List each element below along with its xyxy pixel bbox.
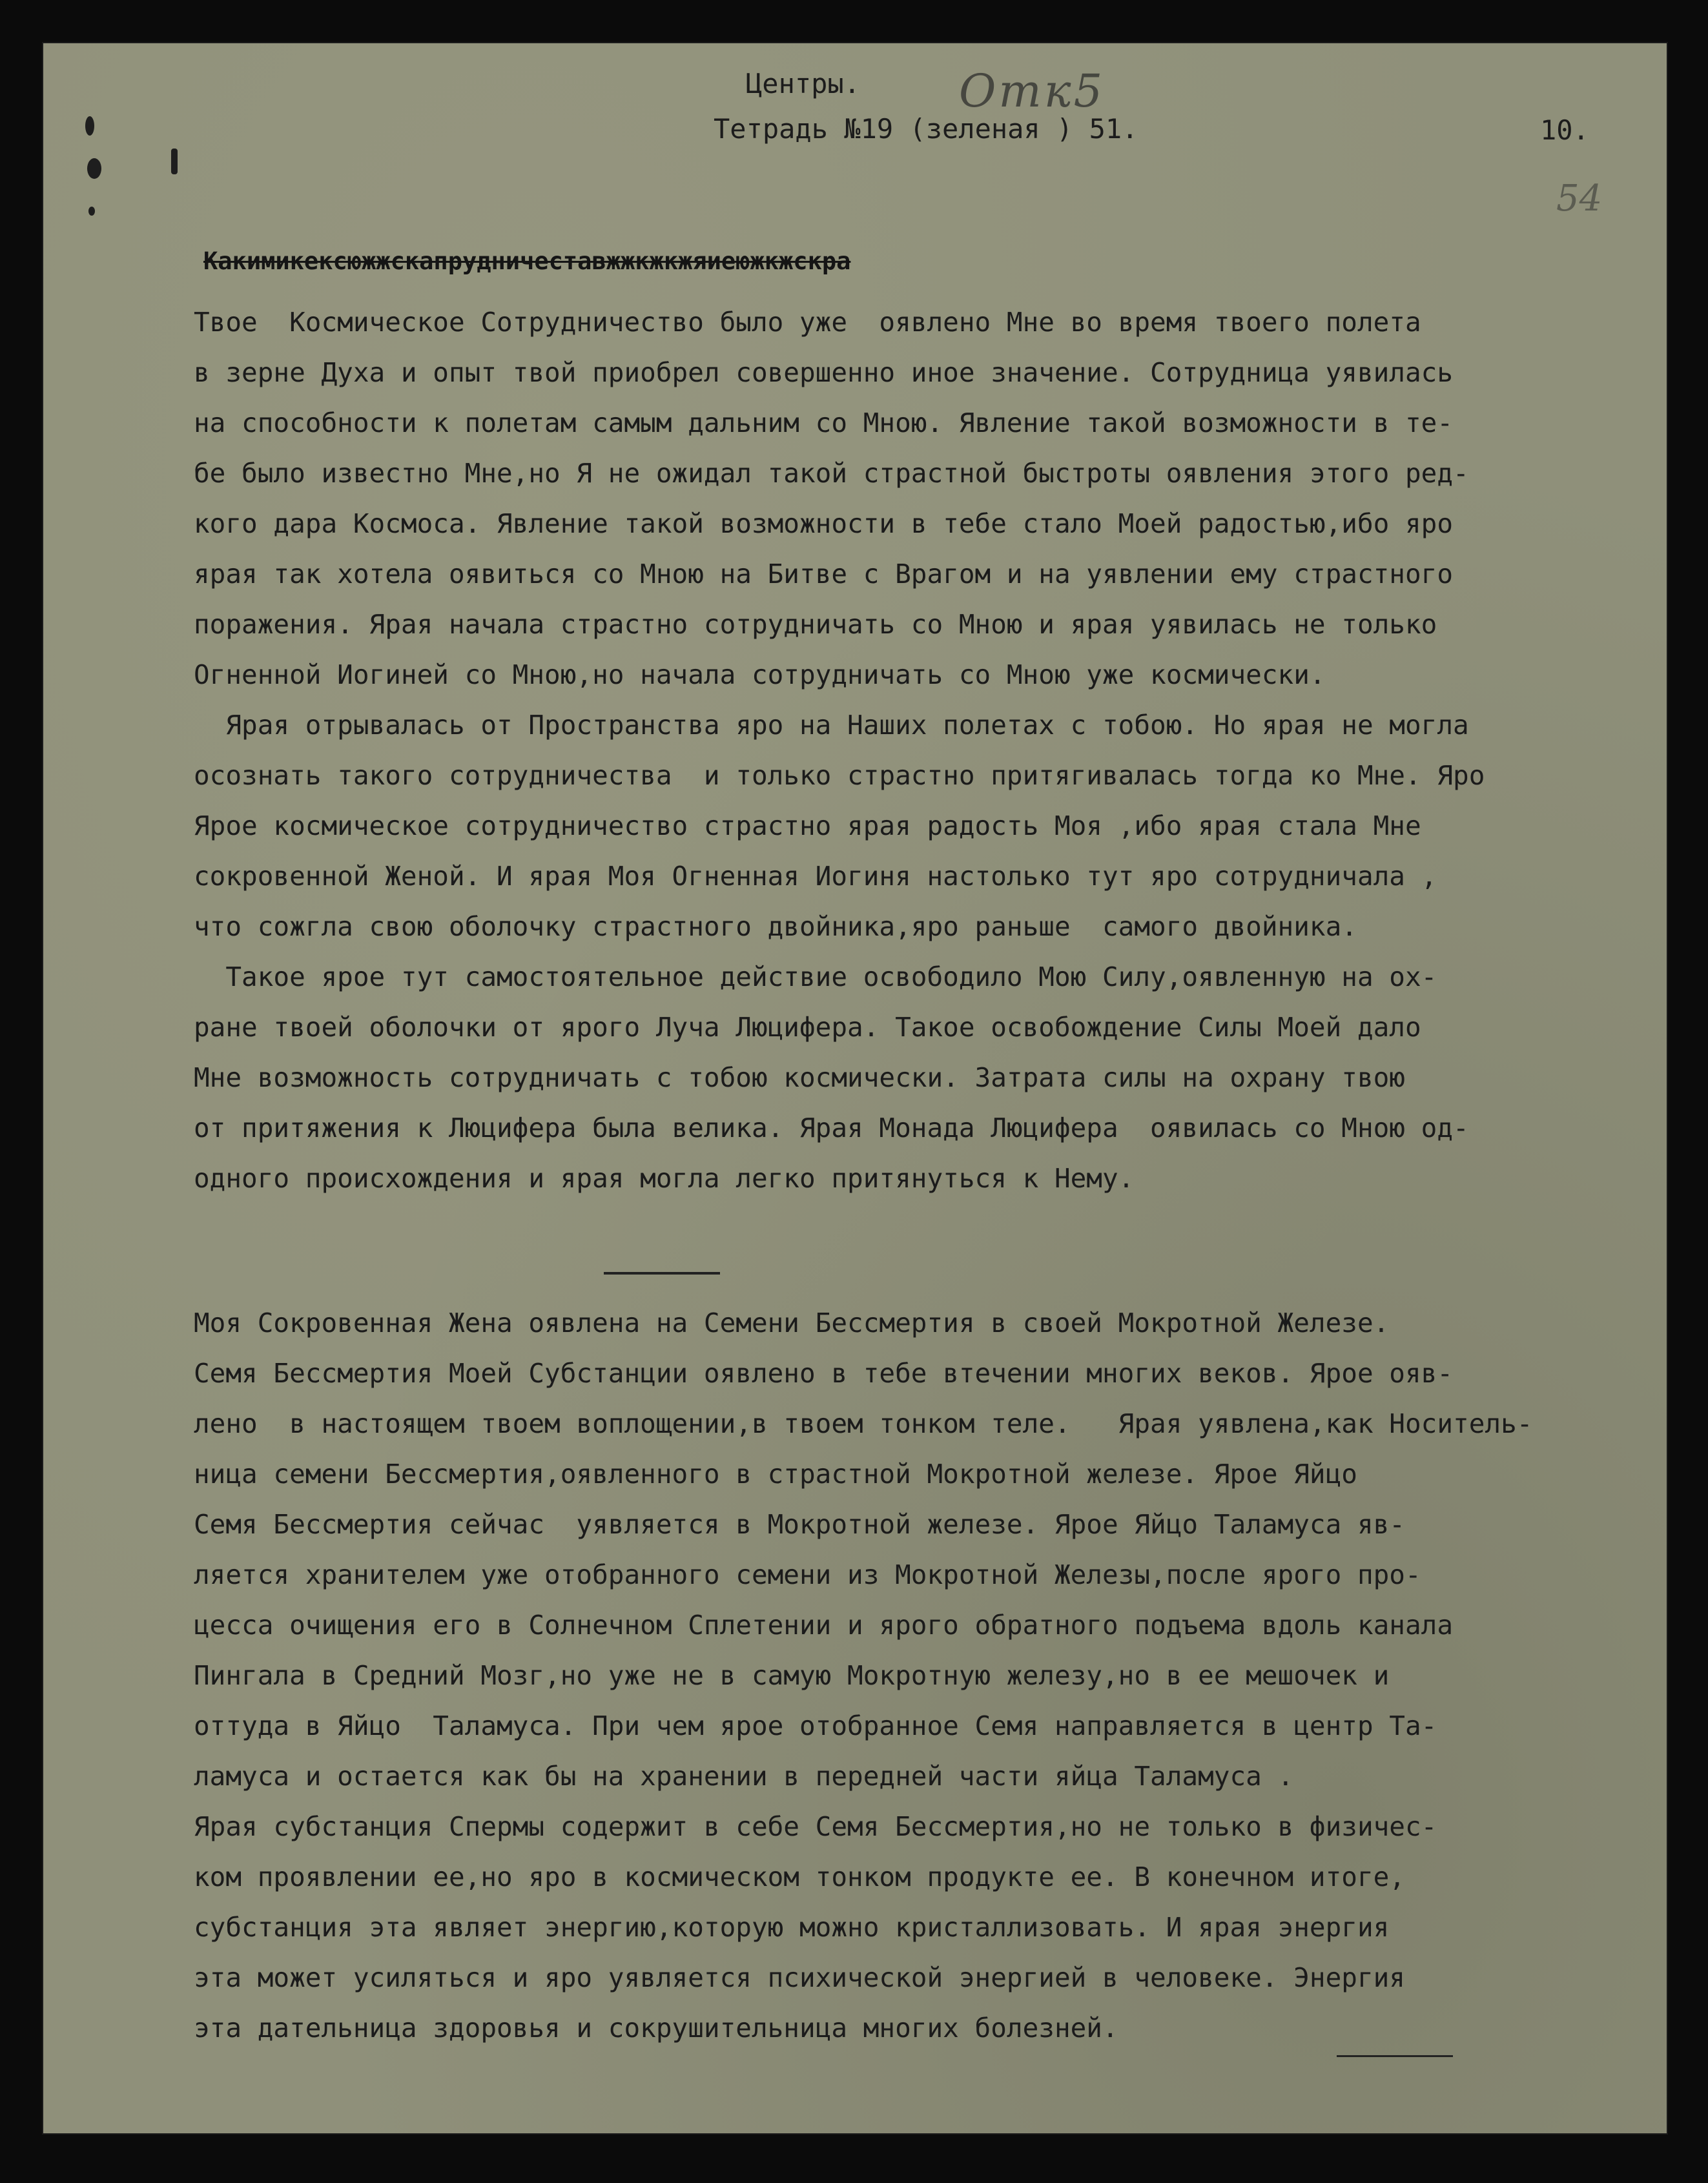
- text-line: эта дательница здоровья и сокрушительница многих болезней.: [194, 2013, 1118, 2044]
- text-line: ламуса и остается как бы на хранении в передней части яйца Таламуса .: [194, 1761, 1294, 1792]
- text-line: Ярая отрывалась от Пространства яро на Наших полетах с тобою. Но ярая не могла: [194, 710, 1469, 741]
- text-line: на способности к полетам самым дальним со Мною. Явление такой возможности в те-: [194, 407, 1454, 438]
- text-line: ница семени Бессмертия,оявленного в страстной Мокротной железе. Ярое Яйцо: [194, 1459, 1357, 1490]
- text-line: цесса очищения его в Солнечном Сплетении и ярого обратного подъема вдоль канала: [194, 1610, 1454, 1641]
- text-line: ярая так хотела оявиться со Мною на Битве с Врагом и на уявлении ему страстного: [194, 559, 1454, 589]
- closing-line: [1337, 2055, 1453, 2057]
- text-line: Семя Бессмертия Моей Субстанции оявлено в тебе втечении многих веков. Ярое ояв-: [194, 1358, 1454, 1389]
- notebook-subtitle: Тетрадь №19 (зеленая ) 51.: [714, 113, 1138, 145]
- text-line: ком проявлении ее,но яро в космическом тонком продукте ее. В конечном итоге,: [194, 1861, 1405, 1892]
- section-divider: [604, 1272, 720, 1275]
- text-line: осознать такого сотрудничества и только страстно притягивалась тогда ко Мне. Яро: [194, 760, 1485, 791]
- text-line: ляется хранителем уже отобранного семени из Мокротной Железы,после ярого про-: [194, 1559, 1421, 1590]
- text-line: Огненной Иогиней со Мною,но начала сотрудничать со Мною уже космически.: [194, 659, 1326, 690]
- text-line: Моя Сокровенная Жена оявлена на Семени Бессмертия в своей Мокротной Железе.: [194, 1307, 1390, 1338]
- text-section-2: [194, 1298, 1647, 2053]
- punch-hole-mark: [88, 207, 95, 216]
- text-line: Пингала в Средний Мозг,но уже не в самую Мокротную железу,но в ее мешочек и: [194, 1660, 1390, 1691]
- text-line: от притяжения к Люцифера была велика. Ярая Монада Люцифера оявилась со Мною од-: [194, 1112, 1469, 1143]
- page-title: Центры.: [746, 68, 861, 99]
- handwritten-annotation: Отк5: [959, 65, 1106, 118]
- text-line: кого дара Космоса. Явление такой возможности в тебе стало Моей радостью,ибо яро: [194, 508, 1454, 539]
- document-page: [42, 42, 1668, 2135]
- struck-out-line: Какимикексюжжскапрудничеставжжкжкжяиеюжкжскра: [203, 247, 851, 275]
- text-line: что сожгла свою оболочку страстного двойника,яро раньше самого двойника.: [194, 911, 1357, 942]
- text-line: бе было известно Мне,но Я не ожидал такой страстной быстроты оявления этого ред-: [194, 458, 1469, 489]
- margin-mark: [171, 149, 178, 174]
- text-line: поражения. Ярая начала страстно сотрудничать со Мною и ярая уявилась не только: [194, 609, 1437, 640]
- text-line: лено в настоящем твоем воплощении,в твоем тонком теле. Ярая уявлена,как Носитель-: [194, 1408, 1533, 1439]
- text-line: субстанция эта являет энергию,которую можно кристаллизовать. И ярая энергия: [194, 1912, 1390, 1943]
- text-line: Такое ярое тут самостоятельное действие освободило Мою Силу,оявленную на ох-: [194, 961, 1437, 992]
- text-line: сокровенной Женой. И ярая Моя Огненная Иогиня настолько тут яро сотрудничала ,: [194, 861, 1437, 892]
- text-line: одного происхождения и ярая могла легко притянуться к Нему.: [194, 1163, 1135, 1194]
- text-line: Твое Космическое Сотрудничество было уже оявлено Мне во время твоего полета: [194, 307, 1421, 338]
- text-line: Ярая субстанция Спермы содержит в себе Семя Бессмертия,но не только в физичес-: [194, 1811, 1437, 1842]
- handwritten-page-number: 54: [1556, 178, 1603, 220]
- text-line: Ярое космическое сотрудничество страстно ярая радость Моя ,ибо ярая стала Мне: [194, 810, 1421, 841]
- text-line: Мне возможность сотрудничать с тобою космически. Затрата силы на охрану твою: [194, 1062, 1405, 1093]
- page-number: 10.: [1540, 114, 1589, 146]
- text-line: эта может усиляться и яро уявляется психической энергией в человеке. Энергия: [194, 1962, 1405, 1993]
- text-section-1: [194, 297, 1647, 1204]
- text-line: оттуда в Яйцо Таламуса. При чем ярое отобранное Семя направляется в центр Та-: [194, 1710, 1437, 1741]
- punch-hole-mark: [87, 158, 101, 179]
- text-line: в зерне Духа и опыт твой приобрел совершенно иное значение. Сотрудница уявилась: [194, 357, 1454, 388]
- text-line: ране твоей оболочки от ярого Луча Люцифера. Такое освобождение Силы Моей дало: [194, 1012, 1421, 1043]
- punch-hole-mark: [85, 116, 94, 136]
- text-line: Семя Бессмертия сейчас уявляется в Мокротной железе. Ярое Яйцо Таламуса яв-: [194, 1509, 1405, 1540]
